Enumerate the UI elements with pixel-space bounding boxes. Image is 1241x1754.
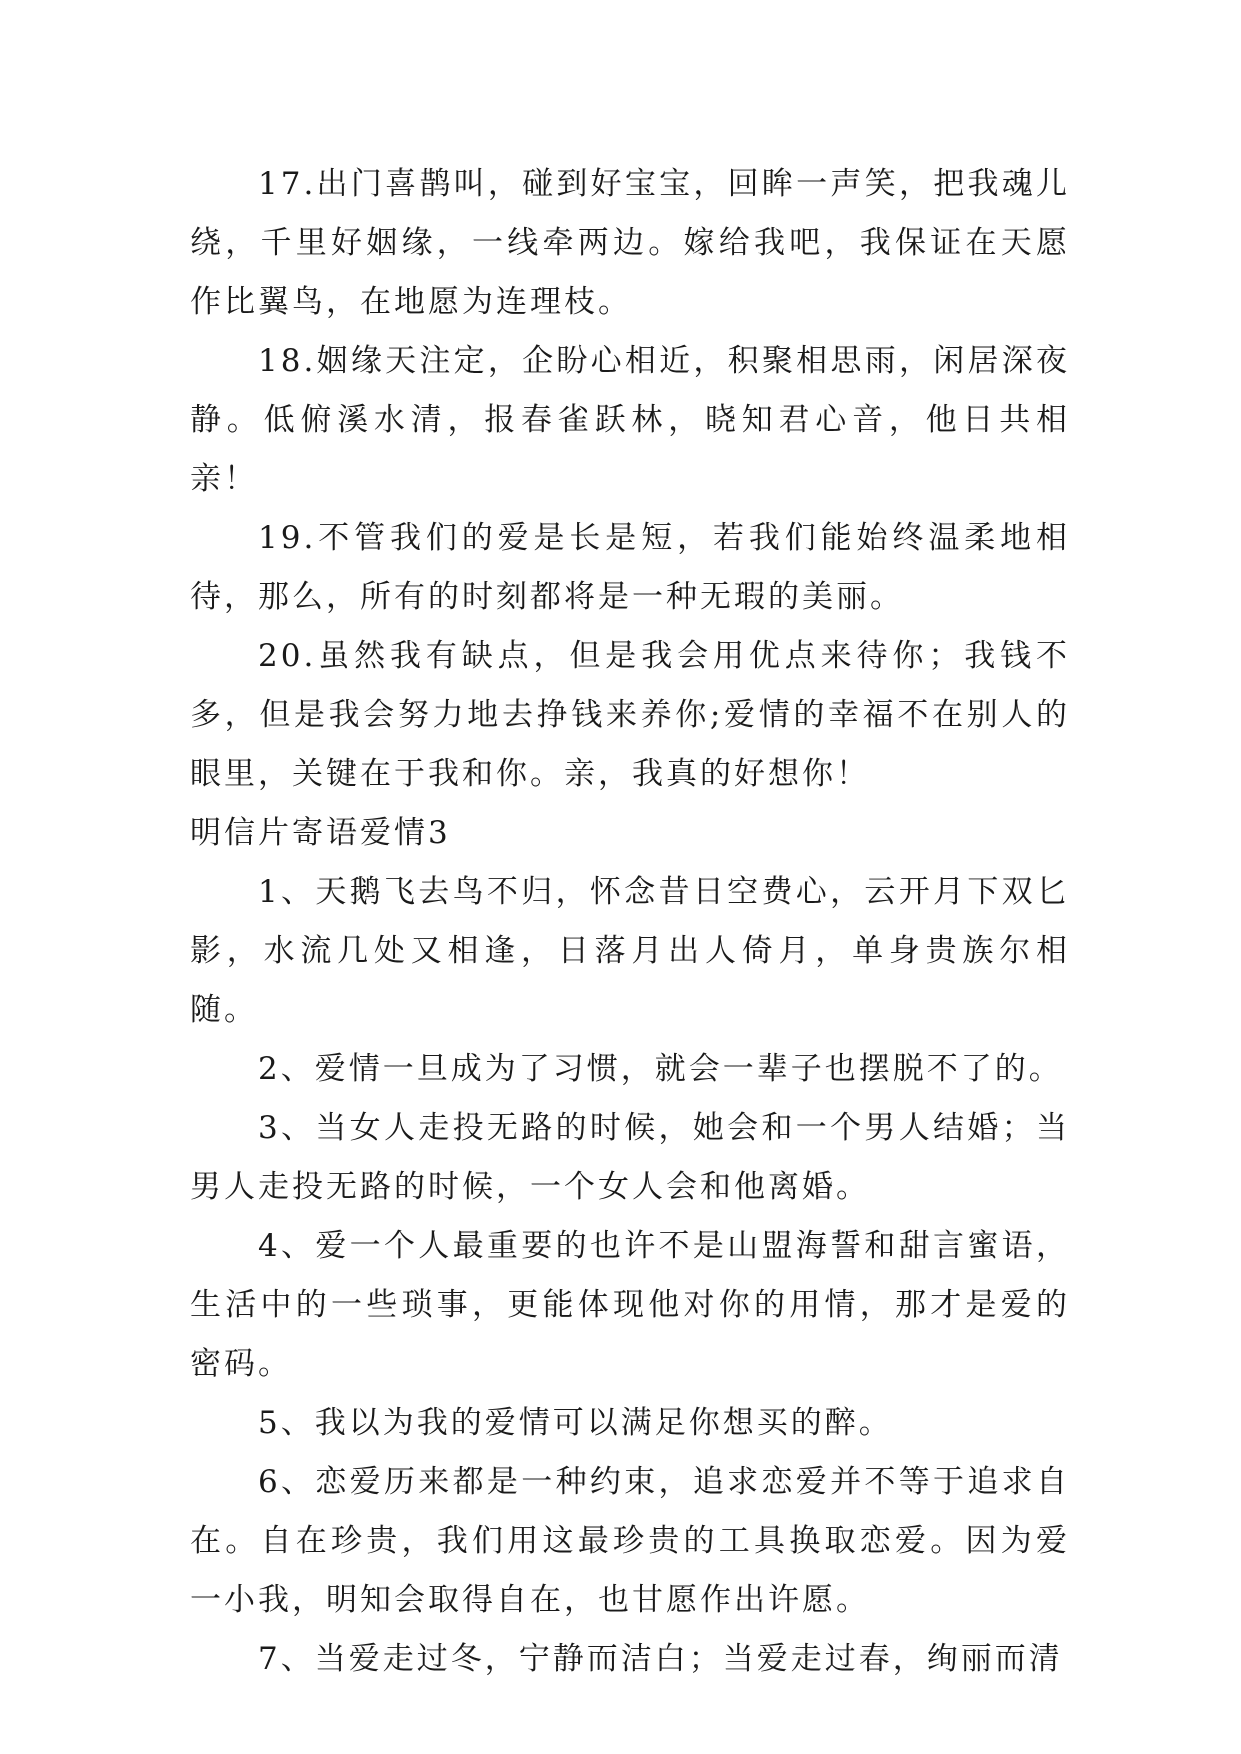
paragraph-1: 1、天鹅飞去鸟不归，怀念昔日空费心，云开月下双匕影，水流几处又相逢，日落月出人倚月，单身贵族尔相随。 bbox=[190, 874, 1070, 1028]
paragraph-2: 2、爱情一旦成为了习惯，就会一辈子也摆脱不了的。 bbox=[258, 1051, 1063, 1087]
paragraph-6: 6、恋爱历来都是一种约束，追求恋爱并不等于追求自在。自在珍贵，我们用这最珍贵的工具换取恋爱。因为爱一小我，明知会取得自在，也甘愿作出许愿。 bbox=[190, 1464, 1070, 1618]
paragraph-3: 3、当女人走投无路的时候，她会和一个男人结婚；当男人走投无路的时候，一个女人会和他离婚。 bbox=[190, 1110, 1070, 1205]
paragraph-19: 19.不管我们的爱是长是短，若我们能始终温柔地相待，那么，所有的时刻都将是一种无瑕的美丽。 bbox=[190, 520, 1070, 615]
paragraph-7: 7、当爱走过冬，宁静而洁白；当爱走过春，绚丽而清 bbox=[258, 1641, 1063, 1677]
paragraph-17: 17.出门喜鹊叫，碰到好宝宝，回眸一声笑，把我魂儿绕，千里好姻缘，一线牵两边。嫁给我吧，我保证在天愿作比翼鸟，在地愿为连理枝。 bbox=[190, 166, 1070, 320]
section-heading: 明信片寄语爱情3 bbox=[190, 815, 451, 851]
paragraph-20: 20.虽然我有缺点，但是我会用优点来待你；我钱不多，但是我会努力地去挣钱来养你;爱情的幸福不在别人的眼里，关键在于我和你。亲，我真的好想你！ bbox=[190, 638, 1070, 792]
paragraph-18: 18.姻缘天注定，企盼心相近，积聚相思雨，闲居深夜静。低俯溪水清，报春雀跃林，晓知君心音，他日共相亲！ bbox=[190, 343, 1070, 497]
document-body bbox=[190, 155, 1070, 1689]
paragraph-4: 4、爱一个人最重要的也许不是山盟海誓和甜言蜜语，生活中的一些琐事，更能体现他对你的用情，那才是爱的密码。 bbox=[190, 1228, 1070, 1382]
paragraph-5: 5、我以为我的爱情可以满足你想买的醉。 bbox=[258, 1405, 893, 1441]
